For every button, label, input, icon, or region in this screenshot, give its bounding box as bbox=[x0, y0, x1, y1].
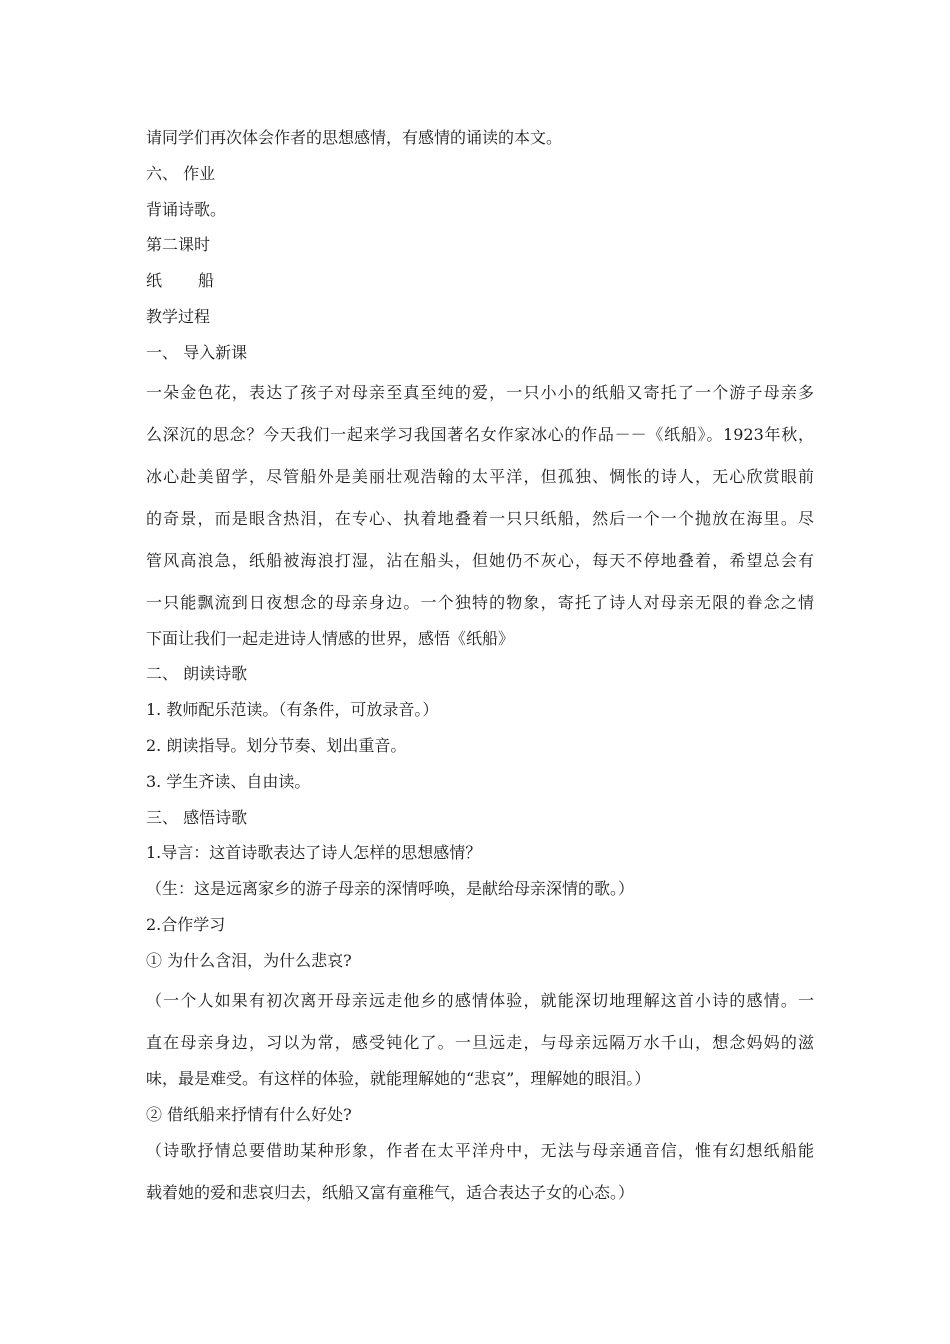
section-heading: 一、 导入新课 bbox=[146, 343, 248, 362]
list-item: 2.合作学习 bbox=[146, 915, 226, 934]
list-item: 2. 朗读指导。划分节奏、划出重音。 bbox=[146, 736, 407, 755]
paragraph-line: 一朵金色花，表达了孩子对母亲至真至纯的爱，一只小小的纸船又寄托了一个游子母亲多 bbox=[146, 383, 814, 402]
paragraph-line: 下面让我们一起走进诗人情感的世界，感悟《纸船》 bbox=[146, 629, 515, 648]
paragraph-line: 味，最是难受。有这样的体验，就能理解她的“悲哀”，理解她的眼泪。） bbox=[146, 1069, 651, 1088]
paragraph-line: 载着她的爱和悲哀归去，纸船又富有童稚气，适合表达子女的心态。） bbox=[146, 1183, 635, 1202]
poem-title bbox=[146, 271, 814, 291]
paragraph-line: 请同学们再次体会作者的思想感情，有感情的诵读的本文。 bbox=[146, 128, 563, 147]
paragraph-line: （诗歌抒情总要借助某种形象，作者在太平洋舟中，无法与母亲通音信，惟有幻想纸船能 bbox=[146, 1141, 814, 1160]
section-heading: 六、 作业 bbox=[146, 164, 216, 183]
list-item: 1.导言：这首诗歌表达了诗人怎样的思想感情？ bbox=[146, 843, 482, 862]
paragraph-line: 背诵诗歌。 bbox=[146, 200, 227, 219]
section-heading: 二、 朗读诗歌 bbox=[146, 664, 248, 683]
paragraph-line: 管风高浪急，纸船被海浪打湿，沾在船头，但她仍不灰心，每天不停地叠着，希望总会有 bbox=[146, 551, 814, 570]
paragraph-line: 的奇景，而是眼含热泪，在专心、执着地叠着一只只纸船，然后一个一个抛放在海里。尽 bbox=[146, 509, 814, 528]
question-item: ① 为什么含泪，为什么悲哀? bbox=[146, 951, 352, 970]
question-item: ② 借纸船来抒情有什么好处? bbox=[146, 1105, 352, 1124]
poem-title-char: 纸 bbox=[146, 271, 163, 290]
list-item: 1. 教师配乐范读。（有条件，可放录音。） bbox=[146, 700, 439, 719]
section-heading: 三、 感悟诗歌 bbox=[146, 808, 248, 827]
paragraph-line: 一只能飘流到日夜想念的母亲身边。一个独特的物象，寄托了诗人对母亲无限的眷念之情 bbox=[146, 593, 814, 612]
lesson-heading: 第二课时 bbox=[146, 235, 211, 254]
paragraph-line: （一个人如果有初次离开母亲远走他乡的感情体验，就能深切地理解这首小诗的感情。一 bbox=[146, 991, 814, 1010]
poem-title-char: 船 bbox=[198, 271, 215, 290]
list-item: 3. 学生齐读、自由读。 bbox=[146, 772, 311, 791]
paragraph-line: 冰心赴美留学，尽管船外是美丽壮观浩翰的太平洋，但孤独、惆怅的诗人，无心欣赏眼前 bbox=[146, 467, 814, 486]
paragraph-line: 么深沉的思念？今天我们一起来学习我国著名女作家冰心的作品－－《纸船》。1923年秋， bbox=[146, 425, 814, 444]
section-heading: 教学过程 bbox=[146, 307, 211, 326]
paragraph-line: 直在母亲身边，习以为常，感受钝化了。一旦远走，与母亲远隔万水千山，想念妈妈的滋 bbox=[146, 1033, 814, 1052]
paragraph-line: （生：这是远离家乡的游子母亲的深情呼唤，是献给母亲深情的歌。） bbox=[146, 879, 635, 898]
